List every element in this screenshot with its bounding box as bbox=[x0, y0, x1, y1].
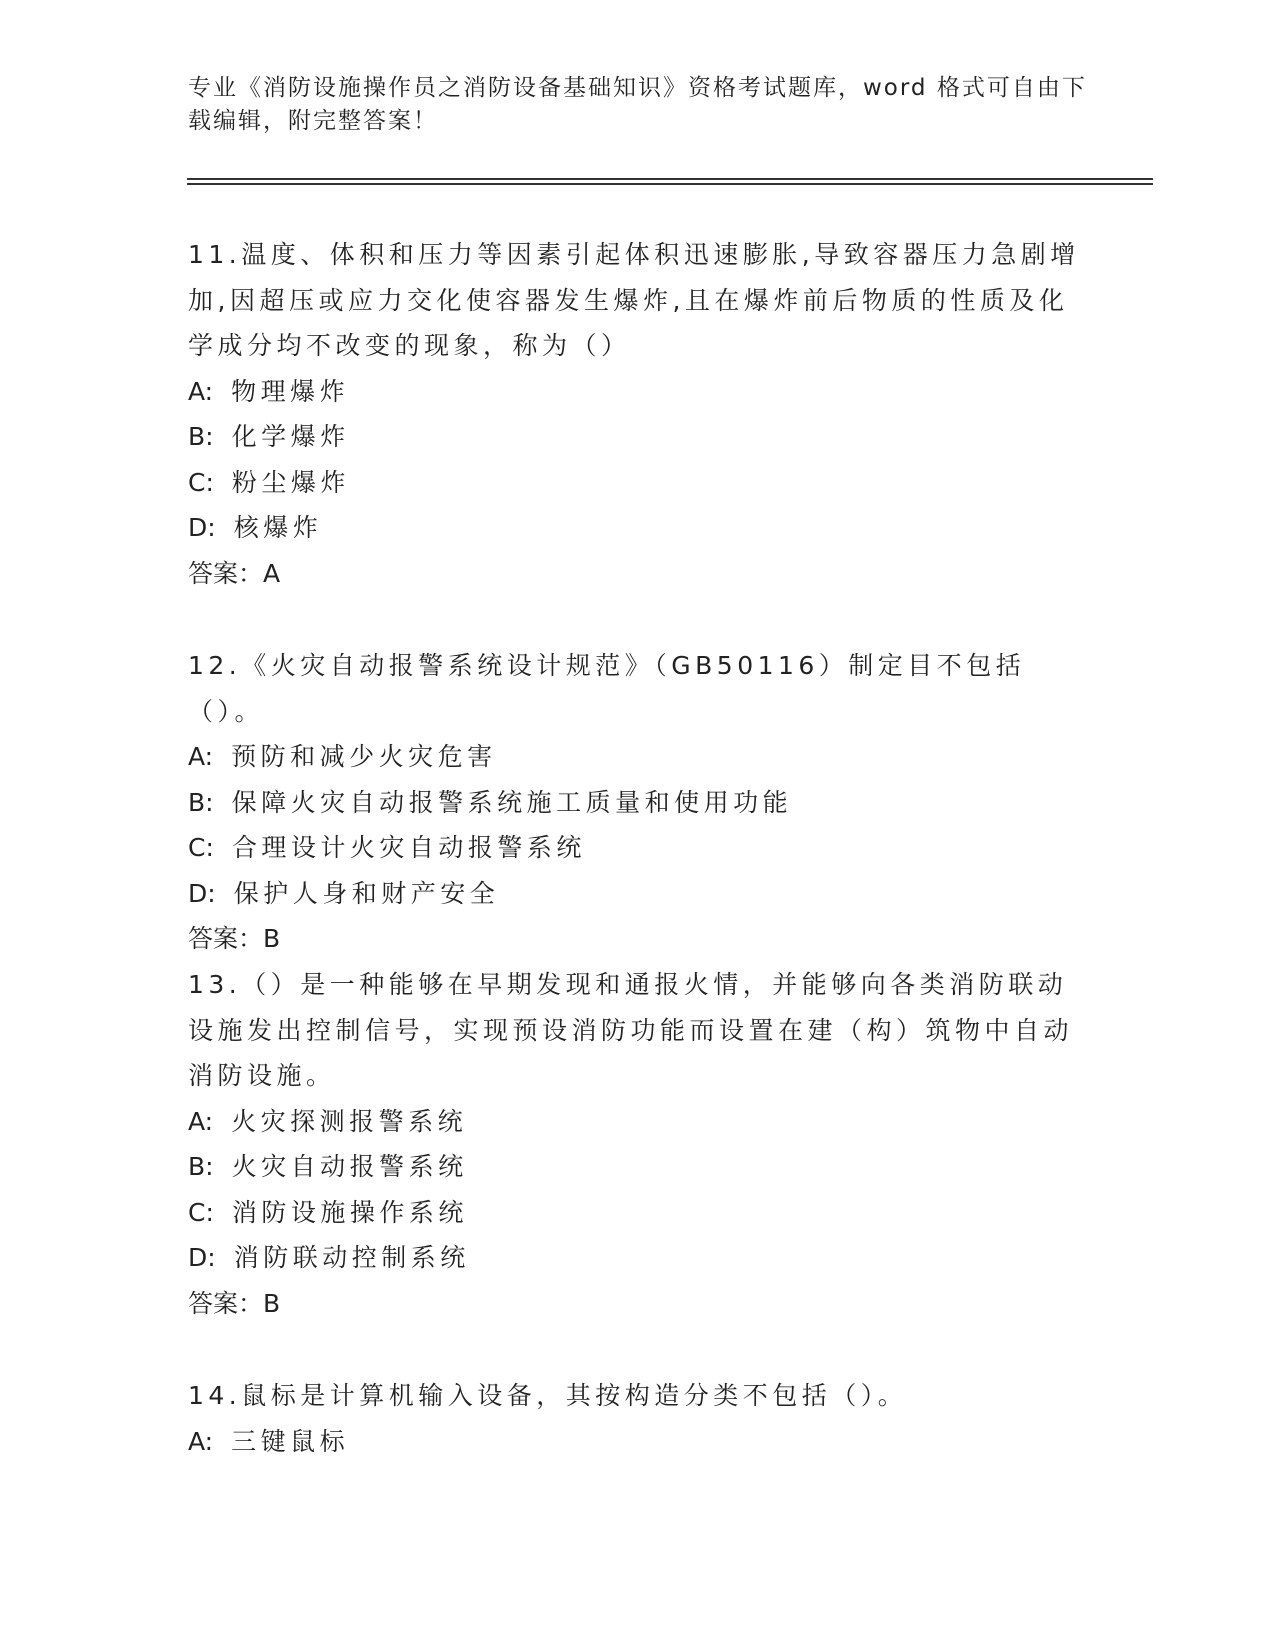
option-text: 粉尘爆炸 bbox=[231, 467, 350, 497]
question-14 bbox=[188, 1373, 1088, 1464]
option-b bbox=[188, 1144, 1088, 1190]
option-b bbox=[188, 780, 1088, 826]
answer-line bbox=[188, 916, 1088, 962]
answer-value: A bbox=[263, 558, 281, 588]
option-d bbox=[188, 1235, 1088, 1281]
option-text: 合理设计火灾自动报警系统 bbox=[231, 833, 586, 862]
answer-line bbox=[188, 1281, 1088, 1327]
option-text: 核爆炸 bbox=[233, 513, 323, 542]
option-key: C: bbox=[188, 1197, 214, 1227]
question-13 bbox=[188, 962, 1088, 1326]
question-stem: 14.鼠标是计算机输入设备，其按构造分类不包括（）。 bbox=[188, 1381, 908, 1410]
option-text: 火灾探测报警系统 bbox=[231, 1106, 468, 1136]
option-text: 物理爆炸 bbox=[231, 376, 350, 406]
option-key: A: bbox=[188, 1106, 214, 1136]
option-key: D: bbox=[188, 1243, 216, 1272]
answer-label: 答案： bbox=[188, 924, 264, 953]
option-text: 消防联动控制系统 bbox=[233, 1243, 470, 1272]
option-text: 保障火灾自动报警系统施工质量和使用功能 bbox=[231, 787, 793, 817]
option-a bbox=[188, 1099, 1088, 1145]
option-text: 火灾自动报警系统 bbox=[231, 1152, 468, 1181]
option-key: A: bbox=[188, 742, 214, 771]
option-c bbox=[188, 460, 1088, 506]
option-d bbox=[188, 505, 1088, 551]
option-d bbox=[188, 871, 1088, 917]
option-key: B: bbox=[188, 422, 214, 451]
option-text: 化学爆炸 bbox=[231, 422, 350, 451]
option-key: B: bbox=[188, 1152, 214, 1181]
option-key: D: bbox=[188, 513, 216, 542]
header-divider-bottom bbox=[187, 183, 1153, 185]
option-c bbox=[188, 1190, 1088, 1236]
question-stem: 11.温度、体积和压力等因素引起体积迅速膨胀,导致容器压力急剧增加,因超压或应力交化使容器发生爆炸,且在爆炸前后物质的性质及化学成分均不改变的现象，称为（） bbox=[188, 240, 1080, 360]
option-text: 保护人身和财产安全 bbox=[233, 878, 500, 908]
option-b bbox=[188, 414, 1088, 460]
answer-value: B bbox=[263, 924, 281, 953]
question-11 bbox=[188, 232, 1088, 596]
option-key: C: bbox=[188, 833, 214, 862]
answer-label: 答案： bbox=[188, 1288, 264, 1318]
option-a bbox=[188, 734, 1088, 780]
option-text: 预防和减少火灾危害 bbox=[231, 742, 497, 771]
answer-line bbox=[188, 551, 1088, 597]
header-divider-top bbox=[187, 178, 1153, 180]
option-key: A: bbox=[188, 376, 214, 406]
answer-value: B bbox=[263, 1288, 281, 1318]
option-text: 消防设施操作系统 bbox=[231, 1197, 468, 1227]
question-12 bbox=[188, 643, 1088, 962]
option-a bbox=[188, 1419, 1088, 1465]
option-key: A: bbox=[188, 1426, 214, 1456]
option-key: D: bbox=[188, 878, 216, 908]
question-stem: 12.《火灾自动报警系统设计规范》（GB50116）制定目不包括（）。 bbox=[188, 651, 1026, 726]
answer-label: 答案： bbox=[188, 558, 264, 588]
option-a bbox=[188, 369, 1088, 415]
option-text: 三键鼠标 bbox=[231, 1426, 350, 1456]
option-c bbox=[188, 825, 1088, 871]
document-header: 专业《消防设施操作员之消防设备基础知识》资格考试题库，word 格式可自由下载编辑，附完整答案！ bbox=[188, 75, 1087, 134]
option-key: B: bbox=[188, 787, 214, 817]
question-stem: 13.（）是一种能够在早期发现和通报火情，并能够向各类消防联动设施发出控制信号，实现预设消防功能而设置在建（构）筑物中自动消防设施。 bbox=[188, 970, 1074, 1090]
option-key: C: bbox=[188, 467, 214, 497]
